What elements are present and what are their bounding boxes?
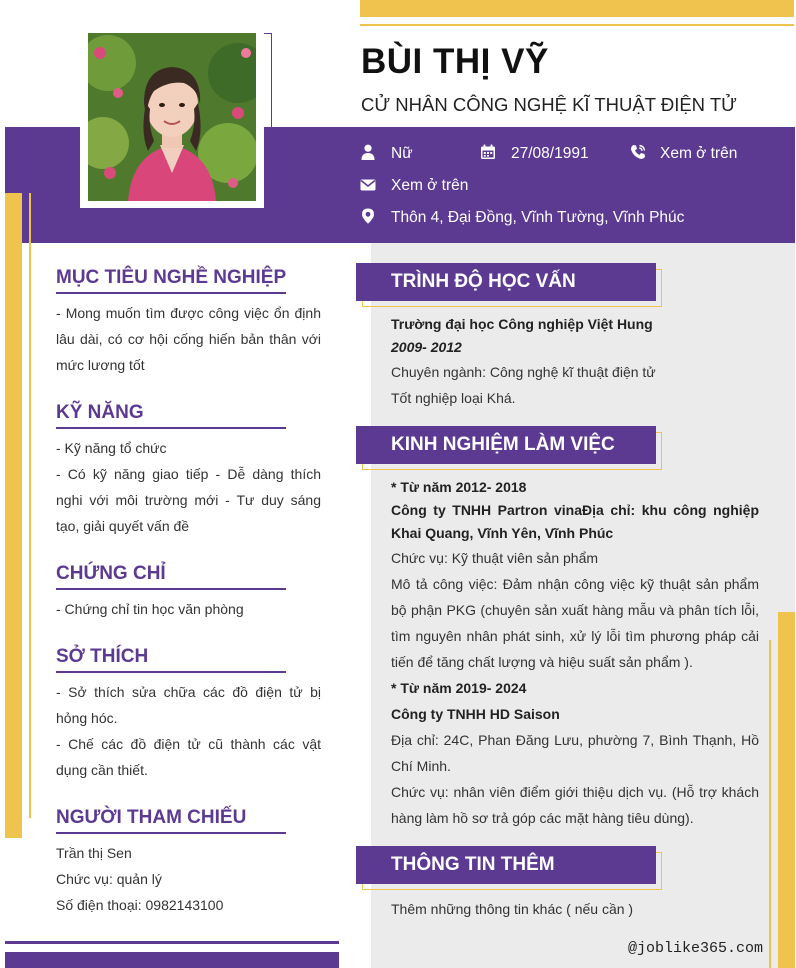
bottom-accent-line	[5, 941, 339, 944]
objective-divider	[56, 292, 286, 294]
bottom-accent-bar	[5, 952, 339, 968]
education-years: 2009- 2012	[391, 339, 462, 355]
job-title: CỬ NHÂN CÔNG NGHỆ KĨ THUẬT ĐIỆN TỬ	[361, 94, 737, 115]
phone-value: Xem ở trên	[660, 145, 738, 162]
avatar	[88, 33, 256, 201]
experience-heading: KINH NGHIỆM LÀM VIỆC	[391, 434, 615, 455]
objective-heading: MỤC TIÊU NGHỀ NGHIỆP	[56, 267, 287, 288]
job-description: Mô tả công việc: Đảm nhận công việc kỹ thuật sản phẩm bộ phận PKG (chuyên sản xuất hàng mẫu và phân tích lỗi, tìm nguyên nhân phát sinh, xử lý lỗi tìm phương pháp cải tiến để tăng chất lượng và hiệu suất sản phẩm ).	[391, 576, 759, 670]
education-major: Chuyên ngành: Công nghệ kĩ thuật điện tử	[391, 364, 656, 380]
candidate-name: BÙI THỊ VỸ	[361, 42, 549, 81]
certificates-heading: CHỨNG CHỈ	[56, 563, 166, 584]
list-item: - Sở thích sửa chữa các đồ điện tử bị hỏng hóc.	[56, 684, 321, 726]
hobbies-heading: SỞ THÍCH	[56, 646, 149, 667]
list-item: - Có kỹ năng giao tiếp - Dễ dàng thích nghi với môi trường mới - Tư duy sáng tạo, giải quyết vấn đề	[56, 466, 321, 534]
job-position: Chức vụ: nhân viên điểm giới thiệu dịch vụ. (Hỗ trợ khách hàng làm hồ sơ trả góp các mặt hàng tiêu dùng).	[391, 784, 759, 826]
watermark: @joblike365.com	[628, 940, 764, 957]
left-accent-bar	[5, 193, 22, 838]
person-icon	[360, 144, 376, 165]
list-item: Chức vụ: quản lý	[56, 871, 162, 887]
certificates-divider	[56, 588, 286, 590]
education-heading: TRÌNH ĐỘ HỌC VẤN	[391, 271, 576, 292]
top-accent-bar	[360, 0, 794, 17]
job-company: Công ty TNHH HD Saison	[391, 706, 560, 722]
email-value: Xem ở trên	[391, 177, 469, 194]
job-position: Chức vụ: Kỹ thuật viên sản phẩm	[391, 550, 599, 566]
left-accent-line	[29, 193, 31, 818]
list-item: Trần thị Sen	[56, 845, 132, 861]
education-details	[391, 313, 759, 411]
certificates-list	[56, 596, 321, 622]
skills-divider	[56, 427, 286, 429]
gender-value: Nữ	[391, 145, 413, 162]
school-name: Trường đại học Công nghiệp Việt Hung	[391, 316, 653, 332]
birthday-value: 27/08/1991	[511, 145, 589, 162]
job-address: Địa chỉ: 24C, Phan Đăng Lưu, phường 7, Bình Thạnh, Hồ Chí Minh.	[391, 732, 759, 774]
job-period: * Từ năm 2019- 2024	[391, 680, 527, 696]
map-pin-icon	[360, 208, 376, 229]
list-item: Số điện thoại: 0982143100	[56, 897, 224, 913]
phone-icon	[630, 144, 646, 165]
education-grade: Tốt nghiệp loại Khá.	[391, 390, 516, 406]
skills-heading: KỸ NĂNG	[56, 402, 144, 423]
right-accent-line	[769, 640, 771, 968]
experience-details	[391, 476, 759, 831]
right-accent-bar	[778, 612, 795, 968]
list-item: - Kỹ năng tổ chức	[56, 440, 167, 456]
additional-heading: THÔNG TIN THÊM	[391, 854, 555, 875]
top-accent-line	[360, 24, 794, 26]
references-divider	[56, 832, 286, 834]
job-period: * Từ năm 2012- 2018	[391, 479, 527, 495]
references-heading: NGƯỜI THAM CHIẾU	[56, 807, 247, 828]
job-company: Công ty TNHH Partron vinaĐịa chỉ: khu công nghiệp Khai Quang, Vĩnh Yên, Vĩnh Phúc	[391, 502, 759, 541]
list-item: - Chế các đồ điện tử cũ thành các vật dụng cần thiết.	[56, 736, 321, 778]
references-list	[56, 840, 321, 918]
list-item: - Chứng chỉ tin học văn phòng	[56, 601, 244, 617]
skills-list	[56, 435, 321, 539]
hobbies-divider	[56, 671, 286, 673]
objective-text: - Mong muốn tìm được công việc ổn định lâu dài, có cơ hội cống hiến bản thân với mức lương tốt	[56, 305, 321, 373]
calendar-icon	[480, 144, 496, 165]
address-value: Thôn 4, Đại Đồng, Vĩnh Tường, Vĩnh Phúc	[391, 209, 685, 226]
hobbies-list	[56, 679, 321, 783]
envelope-icon	[360, 177, 376, 198]
additional-text: Thêm những thông tin khác ( nếu cần )	[391, 901, 634, 917]
